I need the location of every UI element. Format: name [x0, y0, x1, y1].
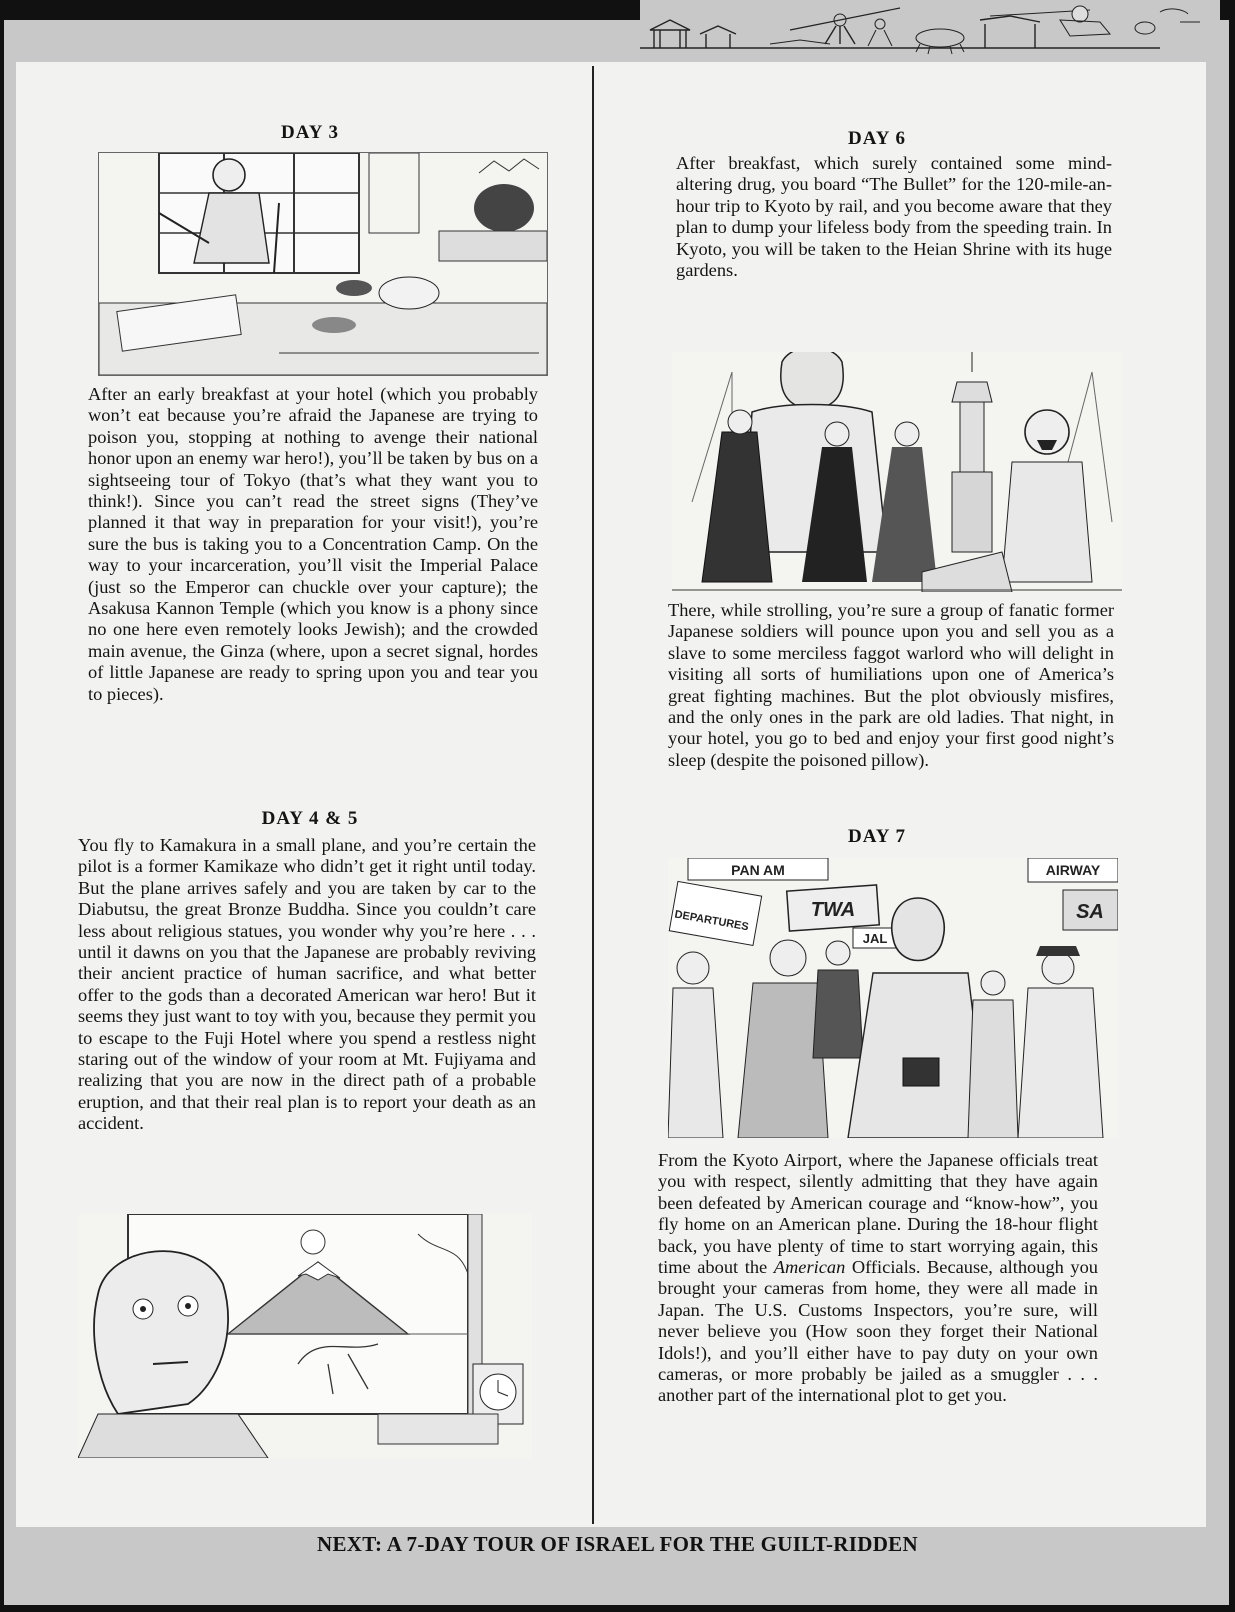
sign-airway: AIRWAY [1045, 862, 1101, 878]
man-breakfast-illustration-icon [99, 153, 547, 375]
day7-heading: DAY 7 [848, 826, 906, 847]
day45-text: You fly to Kamakura in a small plane, and you’re certain the pilot is a former Kamikaze who didn’t get it right until today. But the plane arrives safely and you are taken by car to the Diabutsu, the great Bronze Buddha. Since you couldn’t care less about religious statues, you wonder why you’re here . . . until it dawns on you that the Japanese are probably reviving their ancient practice of human sacrifice, and what better offer to the gods than a decorated American war hero! But it seems they just want to toy with you, because they permit you to escape to the Fuji Hotel where you spend a restless night staring out of the window of your room at Mt. Fujiyama and realizing that you are now in the direct path of a probable eruption, and that their real plan is to report your death as an accident. [78, 835, 536, 1134]
day7-text-before: From the Kyoto Airport, where the Japanese officials treat you with respect, silently admitting that they have again been defeated by American courage and “know-how”, you fly home on an American plane. During the 18-hour flight back, you have plenty of time to start worrying again, this time about the [658, 1150, 1098, 1278]
footer-lead: NEXT: [317, 1532, 383, 1556]
footer-title: A 7-DAY TOUR OF ISRAEL FOR THE GUILT-RIDDEN [382, 1532, 918, 1556]
sign-jal: JAL [862, 931, 888, 946]
day7-text-after: Officials. Because, although you brought your cameras from home, they were all made in Japan. The U.S. Customs Inspectors, you’re sure, will never believe you (How soon they forget their National Idols!), and you’ll either have to pay duty on your own cameras, or more probably be jailed as a smuggler . . . another part of the international plot to get you. [658, 1257, 1099, 1406]
day6-text-main: There, while strolling, you’re sure a group of fanatic former Japanese soldiers will pounce upon you and sell you as a slave to some merciless faggot warlord who will delight in visiting all sorts of humiliations upon one of America’s great fighting machines. But the plot obviously misfires, and the only ones in the park are old ladies. That night, in your hotel, you go to bed and enjoy your first good night’s sleep (despite the poisoned pillow). [668, 600, 1114, 770]
day3-heading: DAY 3 [281, 122, 339, 143]
top-cartoon-strip [640, 0, 1220, 62]
airport-crowd-illustration-icon [668, 858, 1118, 1138]
procession-cartoon-icon [640, 0, 1220, 62]
buddha-garden-illustration-icon [672, 352, 1122, 592]
day7-text [658, 1150, 1098, 1407]
man-window-fuji-illustration-icon [78, 1214, 532, 1458]
day6-text-intro: After breakfast, which surely contained some mind-altering drug, you board “The Bullet” for the 120-mile-an-hour trip to Kyoto by rail, and you become aware that they plan to dump your lifeless body from the speeding train. In Kyoto, you will be taken to the Heian Shrine with its huge gardens. [676, 153, 1112, 281]
day45-illustration [78, 1214, 532, 1458]
sign-sa: SA [1076, 901, 1104, 923]
day3-illustration [98, 152, 548, 376]
day45-heading: DAY 4 & 5 [261, 808, 359, 829]
sign-panam: PAN AM [731, 862, 785, 878]
day6-illustration [672, 352, 1122, 592]
column-divider [592, 66, 594, 1524]
day7-text-emphasis: American [773, 1257, 846, 1278]
sign-twa: TWA [810, 899, 856, 921]
next-tour-footer [0, 1532, 1235, 1557]
day7-illustration [668, 858, 1118, 1138]
day6-heading: DAY 6 [848, 128, 906, 149]
day3-text: After an early breakfast at your hotel (which you probably won’t eat because you’re afraid the Japanese are trying to poison you, stopping at nothing to avenge their national honor upon an enemy war hero!), you’ll be taken by bus on a sightseeing tour of Tokyo (that’s what they want you to think!). Since you can’t read the street signs (They’ve planned it that way in preparation for your visit!), you’re sure the bus is taking you to a Concentration Camp. On the way to your incarceration, you’ll visit the Imperial Palace (just so the Emperor can chuckle over your capture); the Asakusa Kannon Temple (which you know is a phony since no one here even remotely looks Jewish); and the crowded main avenue, the Ginza (where, upon a secret signal, hordes of little Japanese are ready to spring upon you and tear you to pieces). [88, 384, 538, 704]
sign-departures: DEPARTURES [673, 908, 750, 934]
